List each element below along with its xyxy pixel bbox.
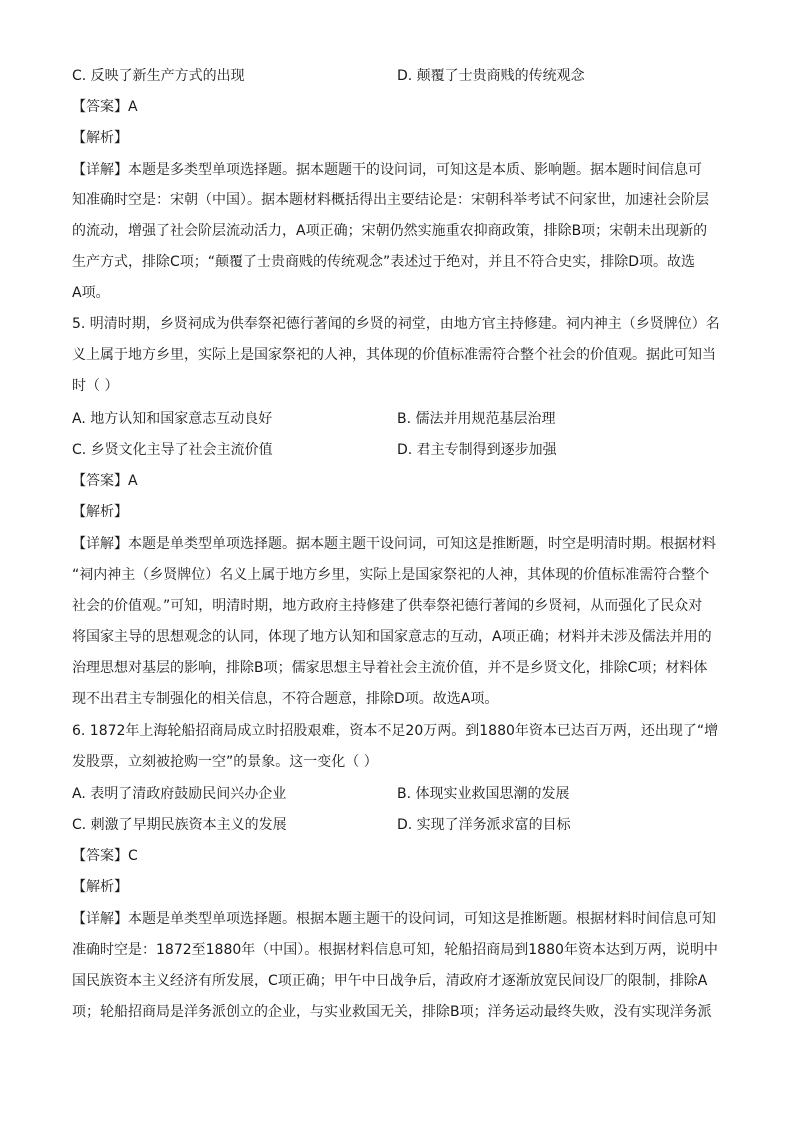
q5-detail-line: 【详解】本题是单类型单项选择题。据本题主题干设问词，可知这是推断题，时空是明清时期。根据材料 [72,536,716,552]
q6-answer: 【答案】C [72,848,138,864]
q6-detail-line: 项；轮船招商局是洋务派创立的企业，与实业救国无关，排除B项；洋务运动最终失败，没有实现洋务派 [72,1004,712,1020]
q5-detail-line: 现不出君主专制强化的相关信息，不符合题意，排除D项。故选A项。 [72,691,499,707]
q6-stem-line: 发股票，立刻被抢购一空”的景象。这一变化（ ） [72,754,378,770]
q6-stem-line: 6. 1872年上海轮船招商局成立时招股艰难，资本不足20万两。到1880年资本已达百万两，还出现了“增 [72,723,719,739]
q4-detail-line: 的流动，增强了社会阶层流动活力，A项正确；宋朝仍然实施重农抑商政策，排除B项；宋朝未出现新的 [72,223,708,239]
q6-detail-line: 国民族资本主义经济有所发展，C项正确；甲午中日战争后，清政府才逐渐放宽民间设厂的限制，排除A [72,973,708,989]
q6-detail-line: 【详解】本题是单类型单项选择题。根据本题主题干的设问词，可知这是推断题。根据材料时间信息可知 [72,911,716,927]
q5-detail-line: 将国家主导的思想观念的认同，体现了地方认知和国家意志的互动，A项正确；材料并未涉及儒法并用的 [72,629,712,645]
q4-detail-line: A项。 [72,285,110,301]
q5-option-d: D. 君主专制得到逐步加强 [397,442,557,458]
q4-detail-line: 知准确时空是：宋朝（中国）。据本题材料概括得出主要结论是：宋朝科举考试不问家世，加速社会阶层 [72,192,709,208]
q5-answer: 【答案】A [72,473,138,489]
q6-option-b: B. 体现实业救国思潮的发展 [397,786,570,802]
q6-option-a: A. 表明了清政府鼓励民间兴办企业 [72,786,287,802]
q5-stem-line: 5. 明清时期，乡贤祠成为供奉祭祀德行著闻的乡贤的祠堂，由地方官主持修建。祠内神主（乡贤牌位）名 [72,316,720,332]
q5-stem-line: 时（ ） [72,378,119,394]
q4-option-d: D. 颠覆了士贵商贱的传统观念 [397,68,585,84]
q5-stem-line: 义上属于地方乡里，实际上是国家祭祀的人神，其体现的价值标准需符合整个社会的价值观。据此可知当 [72,347,716,363]
q5-analysis-heading: 【解析】 [72,504,128,520]
q4-detail-line: 【详解】本题是多类型单项选择题。据本题题干的设问词，可知这是本质、影响题。据本题时间信息可 [72,162,702,178]
q4-detail-line: 生产方式，排除C项；“颠覆了士贵商贱的传统观念”表述过于绝对，并且不符合史实，排除D项。故选 [72,254,696,270]
q4-analysis-heading: 【解析】 [72,130,128,146]
q5-detail-line: “祠内神主（乡贤牌位）名义上属于地方乡里，实际上是国家祭祀的人神，其体现的价值标准需符合整个 [72,567,710,583]
q5-option-c: C. 乡贤文化主导了社会主流价值 [72,442,273,458]
q6-option-c: C. 刺激了早期民族资本主义的发展 [72,817,287,833]
q6-detail-line: 准确时空是：1872至1880年（中国）。根据材料信息可知，轮船招商局到1880年资本达到万两，说明中 [72,942,718,958]
q5-detail-line: 社会的价值观。”可知，明清时期，地方政府主持修建了供奉祭祀德行著闻的乡贤祠，从而强化了民众对 [72,598,703,614]
q5-option-b: B. 儒法并用规范基层治理 [397,411,556,427]
q4-answer: 【答案】A [72,99,138,115]
q6-analysis-heading: 【解析】 [72,879,128,895]
q4-option-c: C. 反映了新生产方式的出现 [72,68,245,84]
q5-option-a: A. 地方认知和国家意志互动良好 [72,411,273,427]
q5-detail-line: 治理思想对基层的影响，排除B项；儒家思想主导着社会主流价值，并不是乡贤文化，排除C项；材料体 [72,660,708,676]
q6-option-d: D. 实现了洋务派求富的目标 [397,817,571,833]
